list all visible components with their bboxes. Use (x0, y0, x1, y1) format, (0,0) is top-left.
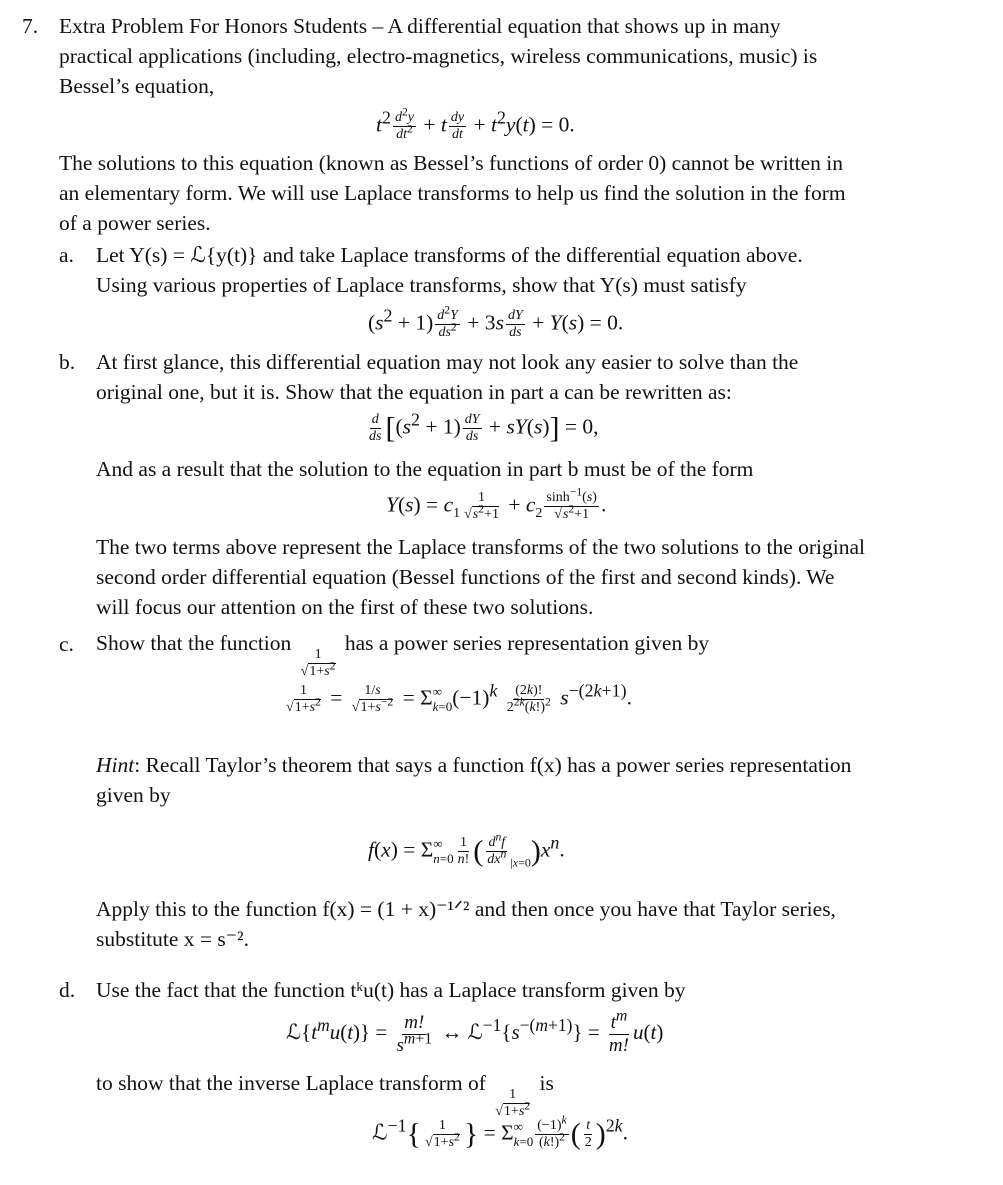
after-eq-line-2: an elementary form. We will use Laplace transforms to help us find the solution in the form (59, 181, 846, 205)
part-b-line-1: At first glance, this differential equation may not look any easier to solve than the (96, 350, 799, 374)
part-a-line-1: Let Y(s) = ℒ{y(t)} and take Laplace transforms of the differential equation above. (96, 243, 803, 267)
intro-line-3: Bessel’s equation, (59, 74, 215, 98)
bessel-eq-tail: = 0. (535, 112, 575, 137)
problem-number: 7. (22, 14, 39, 38)
part-d-text-after: is (534, 1071, 554, 1095)
part-d-line-2: to show that the inverse Laplace transform of $\frac{1}{√1+s^2}$ is (96, 1071, 554, 1120)
part-d-text-before: to show that the inverse Laplace transform of (96, 1071, 492, 1095)
after-eq-line-3: of a power series. (59, 211, 211, 235)
bessel-equation: $t^2$ $\frac{d^2y}{dt^2}$ + t $\frac{dy}{dt}$ + $t^2y(t) = 0$. (376, 105, 575, 143)
part-a-line-2: Using various properties of Laplace transforms, show that Y(s) must satisfy (96, 273, 747, 297)
part-b-equation: $\frac{d}{ds}$ [$(s^2 + 1)$ $\frac{dY}{ds}$ + sY(s)] = 0, (369, 409, 599, 445)
part-b-para-1: The two terms above represent the Laplace transforms of the two solutions to the original (96, 535, 866, 559)
part-a-equation: $(s^2 + 1)$ $\frac{d^2Y}{ds^2}$ + 3s $\frac{dY}{ds}$ + Y(s) = 0. (368, 303, 624, 341)
apply-line-1: Apply this to the function f(x) = (1 + x)⁻¹ᐟ² and then once you have that Taylor series, (96, 897, 836, 921)
part-d-label: d. (59, 978, 76, 1002)
hint-label: Hint (96, 753, 135, 777)
hint-line-1 (96, 755, 851, 777)
part-b-para-3: will focus our attention on the first of these two solutions. (96, 595, 594, 619)
part-b-line-2: original one, but it is. Show that the equation in part a can be rewritten as: (96, 380, 732, 404)
taylor-series: f(x) = Σ ∞ n=0 $\frac{1}{n!}$ ( $\frac{d^nf}{dx^n}$ $_{|x=0})x^n$. (368, 830, 565, 870)
intro-line-1: Extra Problem For Honors Students – A differential equation that shows up in many (59, 14, 781, 38)
part-d-result: ℒ$^{-1}${ $\frac{1}{√1+s^2}$ } = Σ ∞ k=0 $\frac{(-1)^k}{(k!)^2}$ ( $\frac{t}{2}$ )$^{2k}$. (372, 1113, 628, 1151)
part-d-transform-pair: $ℒ\{t^mu(t)\}$ = $\frac{m!}{s^{m+1}}$ ↔ $ℒ^{-1}\{s^{-(m+1)}\}$ = $\frac{t^m}{m!}$ u(t) (286, 1007, 664, 1056)
part-c-text-before: Show that the function (96, 631, 297, 655)
part-d-line-1: Use the fact that the function tᵏu(t) has a Laplace transform given by (96, 978, 686, 1002)
hint-line-2: given by (96, 783, 171, 807)
intro-line-2: practical applications (including, electro-magnetics, wireless communications, music) is (59, 44, 818, 68)
after-eq-line-1: The solutions to this equation (known as Bessel’s functions of order 0) cannot be written in (59, 151, 844, 175)
part-a-label: a. (59, 243, 74, 267)
part-b-line-3: And as a result that the solution to the equation in part b must be of the form (96, 457, 754, 481)
part-c-text-after: has a power series representation given by (339, 631, 710, 655)
part-c-line-1: Show that the function $\frac{1}{√1+s^2}$ has a power series representation given by (96, 631, 710, 680)
part-b-solution: $Y(s) = c_1$ $\frac{1}{√s^2+1}$ + $c_2$ $\frac{\sinh^{-1}(s)}{√s^2+1}$ . (386, 485, 607, 523)
hint-text: : Recall Taylor’s theorem that says a function f(x) has a power series representation (134, 753, 852, 777)
part-b-para-2: second order differential equation (Bessel functions of the first and second kinds). We (96, 565, 835, 589)
part-c-label: c. (59, 632, 74, 656)
part-b-label: b. (59, 350, 76, 374)
part-c-series: $\frac{1}{√1+s^2}$ = $\frac{1/s}{√1+s^{-2}}$ = Σ ∞ k=0 $(-1)^k$ $\frac{(2k)!}{2^{2k}(k!)^2}$ $s^{-(2k+1)}$. (286, 680, 632, 716)
apply-line-2: substitute x = s⁻². (96, 927, 249, 951)
